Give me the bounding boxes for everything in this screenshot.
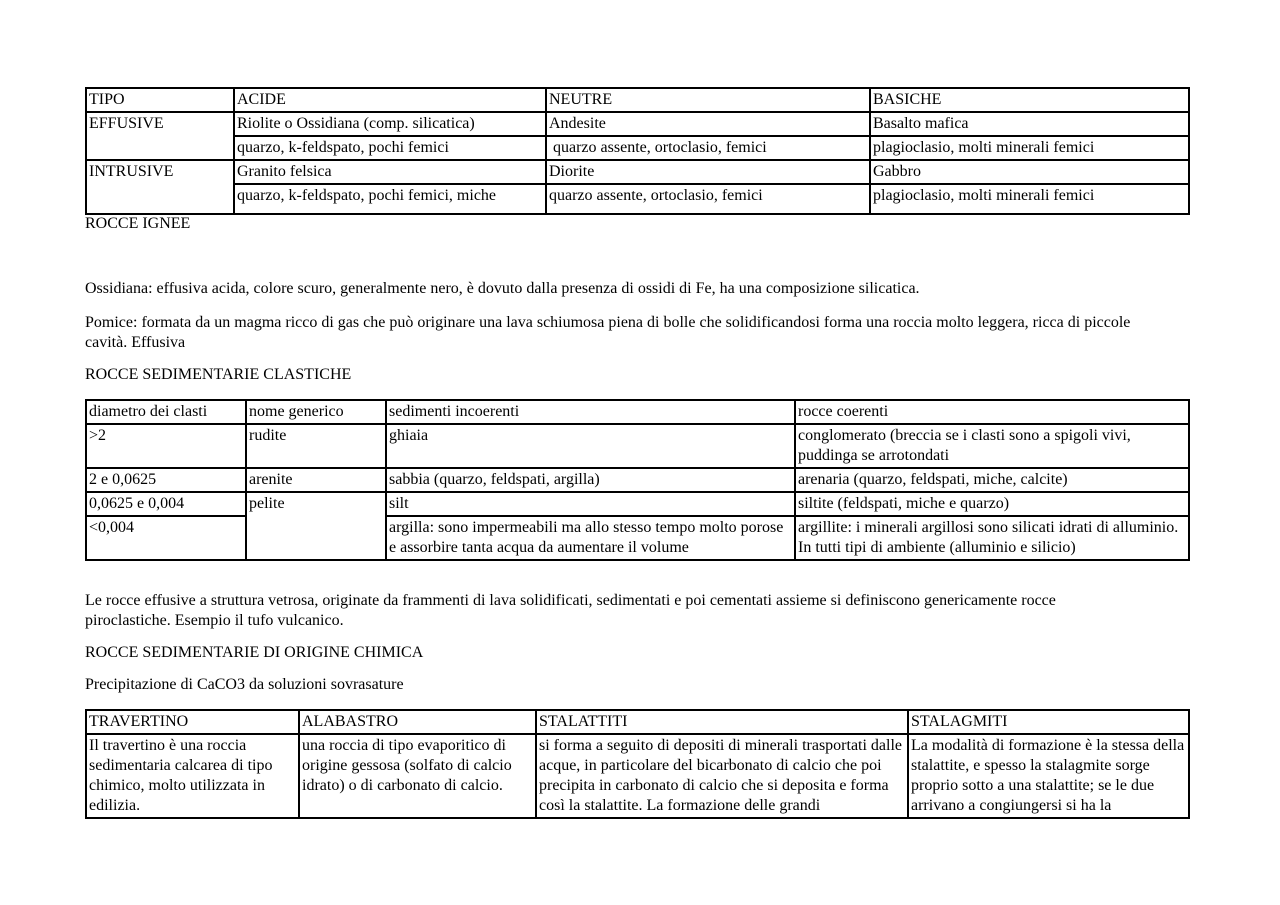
cell: sabbia (quarzo, feldspati, argilla) bbox=[386, 468, 795, 492]
cell-text: una roccia di tipo evaporitico di origine gessosa (solfato di calcio idrato) o di carbonato di calcio. bbox=[302, 737, 512, 794]
cell: quarzo, k-feldspato, pochi femici bbox=[234, 136, 546, 160]
cell: arenaria (quarzo, feldspati, miche, calcite) bbox=[795, 468, 1189, 492]
header-coerenti: rocce coerenti bbox=[795, 400, 1189, 424]
table-row bbox=[86, 112, 1189, 136]
cell: quarzo assente, ortoclasio, femici bbox=[546, 136, 870, 160]
cell: Gabbro bbox=[870, 160, 1189, 184]
cell: ghiaia bbox=[386, 424, 795, 468]
table-row bbox=[86, 424, 1189, 468]
cell: Granito felsica bbox=[234, 160, 546, 184]
table-header-row bbox=[86, 710, 1189, 734]
igneous-table-wrap bbox=[85, 87, 1188, 215]
cell: argilla: sono impermeabili ma allo stesso tempo molto porose e assorbire tanta acqua da aumentare il volume bbox=[386, 516, 795, 560]
tipo-effusive: EFFUSIVE bbox=[86, 112, 234, 160]
igneous-caption: ROCCE IGNEE bbox=[85, 215, 191, 232]
header-stalattiti: STALATTITI bbox=[536, 710, 908, 734]
cell: arenite bbox=[246, 468, 386, 492]
cell: plagioclasio, molti minerali femici bbox=[870, 136, 1189, 160]
cell: 0,0625 e 0,004 bbox=[86, 492, 246, 516]
paragraph-pomice: Pomice: formata da un magma ricco di gas che può originare una lava schiumosa piena di bolle che solidificandosi forma una roccia molto leggera, ricca di piccole cavità. Effusiva bbox=[85, 314, 1131, 351]
table-header-row bbox=[86, 88, 1189, 112]
header-acide: ACIDE bbox=[234, 88, 546, 112]
tipo-intrusive: INTRUSIVE bbox=[86, 160, 234, 214]
cell: plagioclasio, molti minerali femici bbox=[870, 184, 1189, 214]
cell: rudite bbox=[246, 424, 386, 468]
header-stalagmiti: STALAGMITI bbox=[908, 710, 1189, 734]
chemical-table bbox=[85, 709, 1190, 819]
igneous-table bbox=[85, 87, 1190, 215]
table-header-row bbox=[86, 400, 1189, 424]
cell: Basalto mafica bbox=[870, 112, 1189, 136]
cell-stalattiti bbox=[536, 734, 908, 818]
clastic-table-wrap bbox=[85, 399, 1188, 561]
header-basiche: BASICHE bbox=[870, 88, 1189, 112]
table-row bbox=[86, 184, 1189, 214]
cell-text: si forma a seguito di depositi di minerali trasportati dalle acque, in particolare del bicarbonato di calcio che poi precipita in carbonato di calcio che si deposita e forma così la stalattite. La formazione delle grandi bbox=[539, 737, 903, 814]
table-row bbox=[86, 468, 1189, 492]
header-tipo: TIPO bbox=[86, 88, 234, 112]
cell: pelite bbox=[246, 492, 386, 560]
chemical-subheading: Precipitazione di CaCO3 da soluzioni sovrasature bbox=[85, 676, 404, 693]
table-row bbox=[86, 136, 1189, 160]
header-alabastro: ALABASTRO bbox=[299, 710, 536, 734]
cell: quarzo, k-feldspato, pochi femici, miche bbox=[234, 184, 546, 214]
cell: >2 bbox=[86, 424, 246, 468]
header-neutre: NEUTRE bbox=[546, 88, 870, 112]
cell: argillite: i minerali argillosi sono silicati idrati di alluminio. In tutti tipi di ambiente (alluminio e silicio) bbox=[795, 516, 1189, 560]
clastic-heading: ROCCE SEDIMENTARIE CLASTICHE bbox=[85, 366, 352, 383]
cell: conglomerato (breccia se i clasti sono a spigoli vivi, puddinga se arrotondati bbox=[795, 424, 1189, 468]
cell: Riolite o Ossidiana (comp. silicatica) bbox=[234, 112, 546, 136]
header-incoerenti: sedimenti incoerenti bbox=[386, 400, 795, 424]
table-row bbox=[86, 160, 1189, 184]
chemical-table-wrap bbox=[85, 709, 1188, 819]
cell-alabastro bbox=[299, 734, 536, 818]
header-travertino: TRAVERTINO bbox=[86, 710, 299, 734]
cell-travertino bbox=[86, 734, 299, 818]
chemical-heading: ROCCE SEDIMENTARIE DI ORIGINE CHIMICA bbox=[85, 644, 424, 661]
table-row bbox=[86, 734, 1189, 818]
paragraph-piroclastiche: Le rocce effusive a struttura vetrosa, originate da frammenti di lava solidificati, sedimentati e poi cementati assieme si definiscono genericamente rocce piroclastiche. Esempio il tufo vulcanico. bbox=[85, 592, 1056, 629]
cell-text: La modalità di formazione è la stessa della stalattite, e spesso la stalagmite sorge proprio sotto a una stalattite; se le due arrivano a congiungersi si ha la bbox=[911, 737, 1185, 814]
cell-stalagmiti bbox=[908, 734, 1189, 818]
cell: <0,004 bbox=[86, 516, 246, 560]
cell-text: Il travertino è una roccia sedimentaria calcarea di tipo chimico, molto utilizzata in edilizia. bbox=[89, 737, 273, 814]
table-row bbox=[86, 492, 1189, 516]
clastic-table bbox=[85, 399, 1190, 561]
cell: Andesite bbox=[546, 112, 870, 136]
cell: 2 e 0,0625 bbox=[86, 468, 246, 492]
cell: quarzo assente, ortoclasio, femici bbox=[546, 184, 870, 214]
paragraph-ossidiana: Ossidiana: effusiva acida, colore scuro, generalmente nero, è dovuto dalla presenza di ossidi di Fe, ha una composizione silicatica. bbox=[85, 280, 920, 297]
header-nome: nome generico bbox=[246, 400, 386, 424]
cell: siltite (feldspati, miche e quarzo) bbox=[795, 492, 1189, 516]
cell: silt bbox=[386, 492, 795, 516]
header-diametro: diametro dei clasti bbox=[86, 400, 246, 424]
cell: Diorite bbox=[546, 160, 870, 184]
